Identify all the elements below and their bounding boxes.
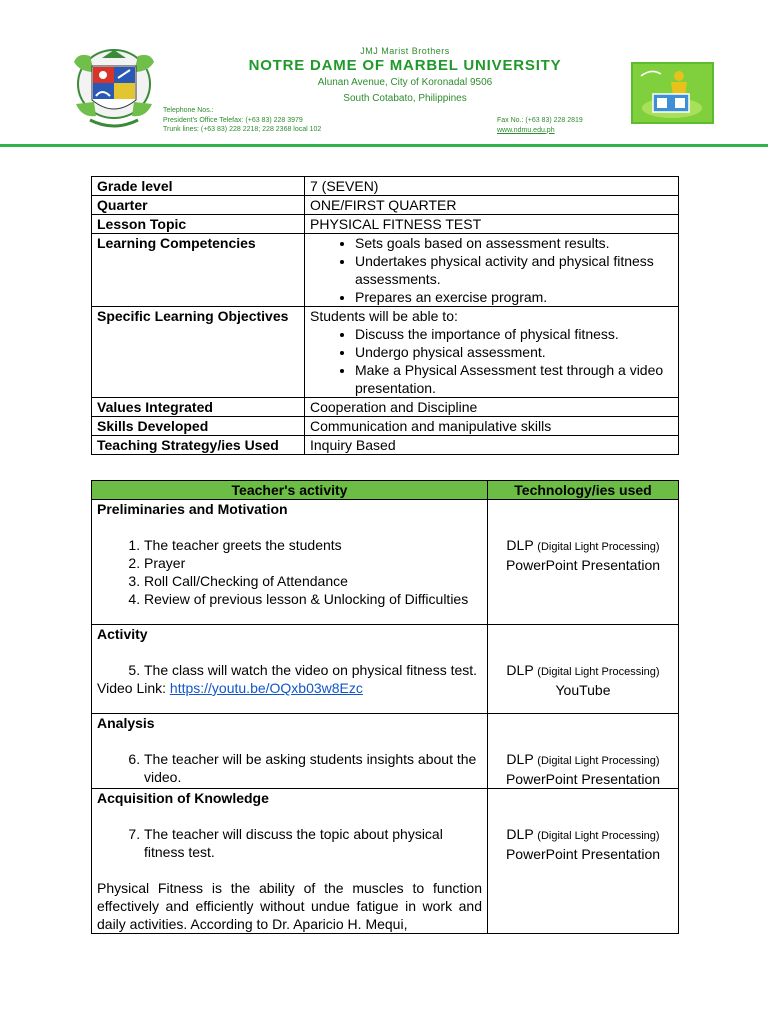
- org-top-text: JMJ Marist Brothers: [360, 46, 450, 56]
- lesson-topic-label: Lesson Topic: [92, 215, 305, 234]
- objectives-value: [305, 307, 679, 398]
- analysis-title: Analysis: [97, 715, 155, 731]
- objectives-label: Specific Learning Objectives: [92, 307, 305, 398]
- teacher-activity-table: [91, 480, 679, 934]
- header-divider: [0, 144, 768, 147]
- tech-dlp: DLP: [506, 826, 534, 842]
- lesson-info-table: [91, 176, 679, 455]
- row-quarter: [92, 196, 679, 215]
- values-label: Values Integrated: [92, 398, 305, 417]
- contacts-right: [497, 116, 583, 135]
- contacts-left: [163, 106, 321, 135]
- row-strategy: [92, 436, 679, 455]
- video-link[interactable]: https://youtu.be/OQxb03w8Ezc: [169, 680, 363, 696]
- competencies-list: [310, 234, 673, 306]
- row-activity: [92, 625, 679, 714]
- list-item: • Discuss the importance of physical fitness.: [355, 325, 673, 343]
- list-item: 5. The class will watch the video on physical fitness test.: [144, 661, 482, 679]
- row-objectives: [92, 307, 679, 398]
- presidents-office-line: President's Office Telefax: (+63 83) 228 3979: [163, 116, 303, 124]
- list-item: • Undergo physical assessment.: [355, 343, 673, 361]
- strategy-value: Inquiry Based: [305, 436, 679, 455]
- acquisition-list: [97, 825, 482, 861]
- list-item: • Make a Physical Assessment test through a video presentation.: [355, 361, 673, 397]
- list-item: 4. Review of previous lesson & Unlocking of Difficulties: [144, 590, 482, 608]
- competencies-label: Learning Competencies: [92, 234, 305, 307]
- tech-dlp: DLP: [506, 662, 534, 678]
- lesson-topic-value: PHYSICAL FITNESS TEST: [305, 215, 679, 234]
- tech-second: PowerPoint Presentation: [505, 846, 661, 862]
- address-line-2: South Cotabato, Philippines: [343, 93, 467, 104]
- analysis-list: [97, 750, 482, 786]
- list-item: 3. Roll Call/Checking of Attendance: [144, 572, 482, 590]
- video-link-label: Video Link:: [97, 680, 170, 696]
- university-name: NOTRE DAME OF MARBEL UNIVERSITY: [248, 57, 562, 74]
- tech-dlp-full: (Digital Light Processing): [537, 830, 660, 842]
- grade-level-label: Grade level: [92, 177, 305, 196]
- telephone-label: Telephone Nos.:: [163, 107, 214, 114]
- acquisition-title: Acquisition of Knowledge: [97, 790, 269, 806]
- address-line-1: Alunan Avenue, City of Koronadal 9506: [317, 77, 493, 88]
- tech-second: PowerPoint Presentation: [505, 771, 661, 787]
- row-lesson-topic: [92, 215, 679, 234]
- list-item: 2. Prayer: [144, 554, 482, 572]
- grade-level-value: 7 (SEVEN): [305, 177, 679, 196]
- quarter-value: ONE/FIRST QUARTER: [305, 196, 679, 215]
- row-analysis: [92, 714, 679, 789]
- row-values: [92, 398, 679, 417]
- preliminaries-list: [97, 536, 482, 608]
- col-teachers-activity: Teacher's activity: [92, 481, 488, 500]
- tech-dlp-full: (Digital Light Processing): [537, 755, 660, 767]
- activity-title: Activity: [97, 626, 148, 642]
- row-acquisition: [92, 789, 679, 934]
- competencies-value: [305, 234, 679, 307]
- trunk-lines: Trunk lines: (+63 83) 228 2218; 228 2368 local 102: [163, 126, 322, 133]
- website-link[interactable]: www.ndmu.edu.ph: [497, 126, 555, 134]
- activity-list: [97, 661, 482, 679]
- row-preliminaries: [92, 500, 679, 625]
- preliminaries-title: Preliminaries and Motivation: [97, 501, 288, 517]
- tech-dlp: DLP: [506, 537, 534, 553]
- list-item: 1. The teacher greets the students: [144, 536, 482, 554]
- list-item: • Prepares an exercise program.: [355, 288, 673, 306]
- tech-dlp-full: (Digital Light Processing): [537, 666, 660, 678]
- col-technology: Technology/ies used: [488, 481, 679, 500]
- row-grade-level: [92, 177, 679, 196]
- tech-second: PowerPoint Presentation: [505, 557, 661, 573]
- list-item: • Sets goals based on assessment results.: [355, 234, 673, 252]
- letterhead: [0, 0, 768, 150]
- tech-second: YouTube: [555, 682, 611, 698]
- quarter-label: Quarter: [92, 196, 305, 215]
- list-item: • Undertakes physical activity and physical fitness assessments.: [355, 252, 673, 288]
- objectives-intro: Students will be able to:: [310, 308, 458, 324]
- fax-line: Fax No.: (+63 83) 228 2819: [497, 117, 583, 124]
- activity-header-row: [92, 481, 679, 500]
- school-program-logo: [631, 62, 714, 124]
- tech-dlp: DLP: [506, 751, 534, 767]
- physical-fitness-paragraph: Physical Fitness is the ability of the muscles to function effectively and efficiently without undue fatigue in work and daily activities. According to Dr. Aparicio H. Mequi,: [97, 880, 482, 932]
- skills-label: Skills Developed: [92, 417, 305, 436]
- row-skills: [92, 417, 679, 436]
- skills-value: Communication and manipulative skills: [305, 417, 679, 436]
- list-item: 6. The teacher will be asking students insights about the video.: [144, 750, 482, 786]
- university-seal-logo: [68, 42, 160, 134]
- objectives-list: [310, 325, 673, 397]
- row-competencies: [92, 234, 679, 307]
- tech-dlp-full: (Digital Light Processing): [537, 541, 660, 553]
- strategy-label: Teaching Strategy/ies Used: [92, 436, 305, 455]
- values-value: Cooperation and Discipline: [305, 398, 679, 417]
- list-item: 7. The teacher will discuss the topic about physical fitness test.: [144, 825, 482, 861]
